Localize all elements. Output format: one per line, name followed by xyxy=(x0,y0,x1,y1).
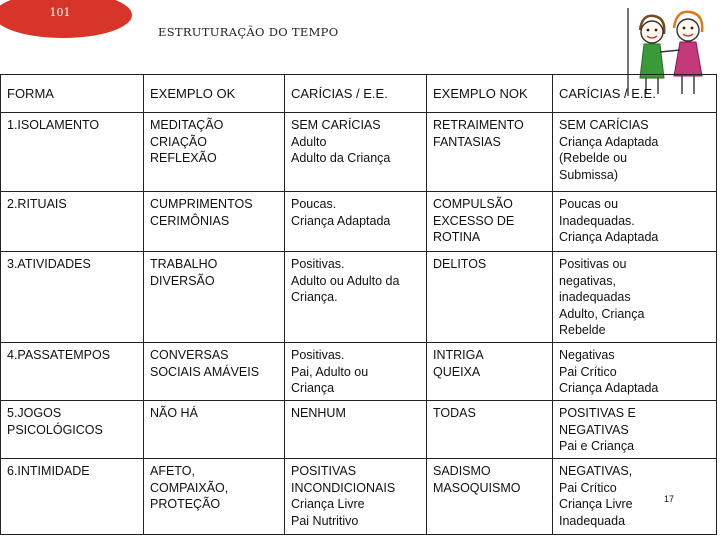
table-cell: SEM CARÍCIAS Criança Adaptada (Rebelde ou Submissa) xyxy=(553,113,717,192)
page-title: ESTRUTURAÇÃO DO TEMPO xyxy=(158,25,339,39)
table-cell: Positivas ou negativas, inadequadas Adulto, Criança Rebelde xyxy=(553,252,717,343)
table-cell: RETRAIMENTO FANTASIAS xyxy=(427,113,553,192)
table-row xyxy=(1,343,717,401)
table-cell: 1.ISOLAMENTO xyxy=(1,113,144,192)
table-cell: CUMPRIMENTOS CERIMÔNIAS xyxy=(144,192,285,252)
table-cell: POSITIVAS E NEGATIVAS Pai e Criança xyxy=(553,401,717,459)
table-cell: Poucas. Criança Adaptada xyxy=(285,192,427,252)
table-cell: 2.RITUAIS xyxy=(1,192,144,252)
table-cell: Positivas. Pai, Adulto ou Criança xyxy=(285,343,427,401)
table-cell: TODAS xyxy=(427,401,553,459)
table-cell: NÃO HÁ xyxy=(144,401,285,459)
table-cell: DELITOS xyxy=(427,252,553,343)
header-caricias-ok: CARÍCIAS / E.E. xyxy=(285,75,427,113)
table-cell: SADISMO MASOQUISMO xyxy=(427,459,553,535)
table-row xyxy=(1,252,717,343)
table-cell: Positivas. Adulto ou Adulto da Criança. xyxy=(285,252,427,343)
table-cell: Poucas ou Inadequadas. Criança Adaptada xyxy=(553,192,717,252)
header-caricias-nok: CARÍCIAS / E.E. xyxy=(553,75,717,113)
table-row xyxy=(1,113,717,192)
page-number: 17 xyxy=(664,494,675,504)
table-cell: AFETO, COMPAIXÃO, PROTEÇÃO xyxy=(144,459,285,535)
header-exemplo-nok: EXEMPLO NOK xyxy=(427,75,553,113)
table-cell: MEDITAÇÃO CRIAÇÃO REFLEXÃO xyxy=(144,113,285,192)
table-cell: CONVERSAS SOCIAIS AMÁVEIS xyxy=(144,343,285,401)
table-cell: 4.PASSATEMPOS xyxy=(1,343,144,401)
table-cell: 3.ATIVIDADES xyxy=(1,252,144,343)
table-cell: Negativas Pai Crítico Criança Adaptada xyxy=(553,343,717,401)
time-structuring-table xyxy=(0,74,717,535)
table-header-row xyxy=(1,75,717,113)
table-row xyxy=(1,401,717,459)
table-cell: POSITIVAS INCONDICIONAIS Criança Livre Pai Nutritivo xyxy=(285,459,427,535)
table-cell: TRABALHO DIVERSÃO xyxy=(144,252,285,343)
table-cell: INTRIGA QUEIXA xyxy=(427,343,553,401)
table-cell: 6.INTIMIDADE xyxy=(1,459,144,535)
slide-number: 101 xyxy=(49,6,71,19)
table-cell: COMPULSÃO EXCESSO DE ROTINA xyxy=(427,192,553,252)
table-cell: NENHUM xyxy=(285,401,427,459)
header-forma: FORMA xyxy=(1,75,144,113)
slide-number-badge xyxy=(0,0,132,38)
table-row xyxy=(1,459,717,535)
table-row xyxy=(1,192,717,252)
table-cell: NEGATIVAS, Pai Crítico Criança Livre Inadequada xyxy=(553,459,717,535)
table-cell: 5.JOGOS PSICOLÓGICOS xyxy=(1,401,144,459)
table-cell: SEM CARÍCIAS Adulto Adulto da Criança xyxy=(285,113,427,192)
header-exemplo-ok: EXEMPLO OK xyxy=(144,75,285,113)
